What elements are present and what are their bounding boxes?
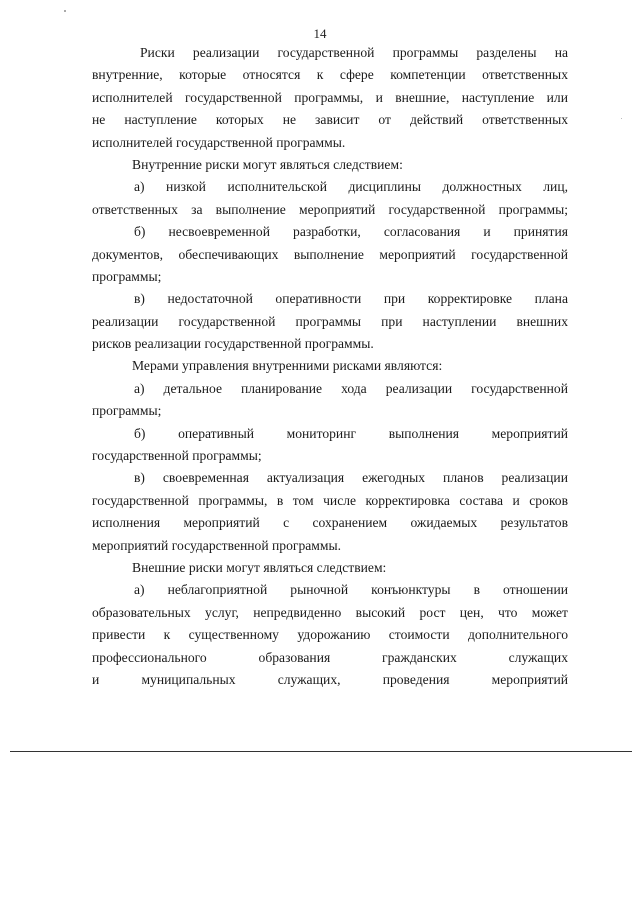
- text-line: Внутренние риски могут являться следствием:: [132, 156, 403, 172]
- page-number: 14: [313, 26, 327, 41]
- text-line: не наступление которых не зависит от действий ответственных: [92, 112, 568, 128]
- text-line: а) детальное планирование хода реализации государственной: [134, 380, 568, 396]
- text-line: государственной программы;: [92, 448, 262, 464]
- text-line: рисков реализации государственной программы.: [92, 336, 374, 352]
- text-line: мероприятий государственной программы.: [92, 537, 342, 553]
- text-line: исполнения мероприятий с сохранением ожидаемых результатов: [92, 515, 568, 531]
- text-line: в) своевременная актуализация ежегодных планов реализации: [134, 470, 568, 486]
- document-body: [92, 42, 568, 691]
- text-line: привести к существенному удорожанию стоимости дополнительного: [92, 627, 568, 643]
- text-line: ответственных за выполнение мероприятий государственной программы;: [92, 201, 568, 217]
- text-line: документов, обеспечивающих выполнение мероприятий государственной: [92, 246, 568, 262]
- text-line: внутренние, которые относятся к сфере компетенции ответственных: [92, 67, 568, 83]
- text-line: а) неблагоприятной рыночной конъюнктуры в отношении: [134, 582, 568, 598]
- text-line: профессионального образования гражданских служащих: [92, 649, 568, 665]
- scan-speck: [621, 118, 622, 119]
- text-line: государственной программы, в том числе корректировка состава и сроков: [92, 492, 568, 508]
- text-line: исполнителей государственной программы.: [92, 134, 346, 150]
- text-line: реализации государственной программы при наступлении внешних: [92, 313, 568, 329]
- text-line: б) несвоевременной разработки, согласования и принятия: [134, 224, 568, 240]
- scan-speck: [64, 10, 66, 12]
- text-line: Внешние риски могут являться следствием:: [132, 559, 387, 575]
- text-line: программы;: [92, 268, 162, 284]
- text-line: в) недостаточной оперативности при корректировке плана: [134, 291, 568, 307]
- text-line: а) низкой исполнительской дисциплины должностных лиц,: [134, 179, 568, 195]
- page-bottom-rule: [10, 751, 632, 752]
- text-line: Риски реализации государственной программы разделены на: [140, 45, 568, 60]
- text-line: б) оперативный мониторинг выполнения мероприятий: [134, 425, 568, 441]
- text-line: программы;: [92, 403, 162, 419]
- text-line: образовательных услуг, непредвиденно высокий рост цен, что может: [92, 604, 568, 620]
- text-line: и муниципальных служащих, проведения мероприятий: [92, 671, 568, 687]
- text-line: исполнителей государственной программы, и внешние, наступление или: [92, 89, 568, 105]
- text-line: Мерами управления внутренними рисками являются:: [132, 358, 443, 374]
